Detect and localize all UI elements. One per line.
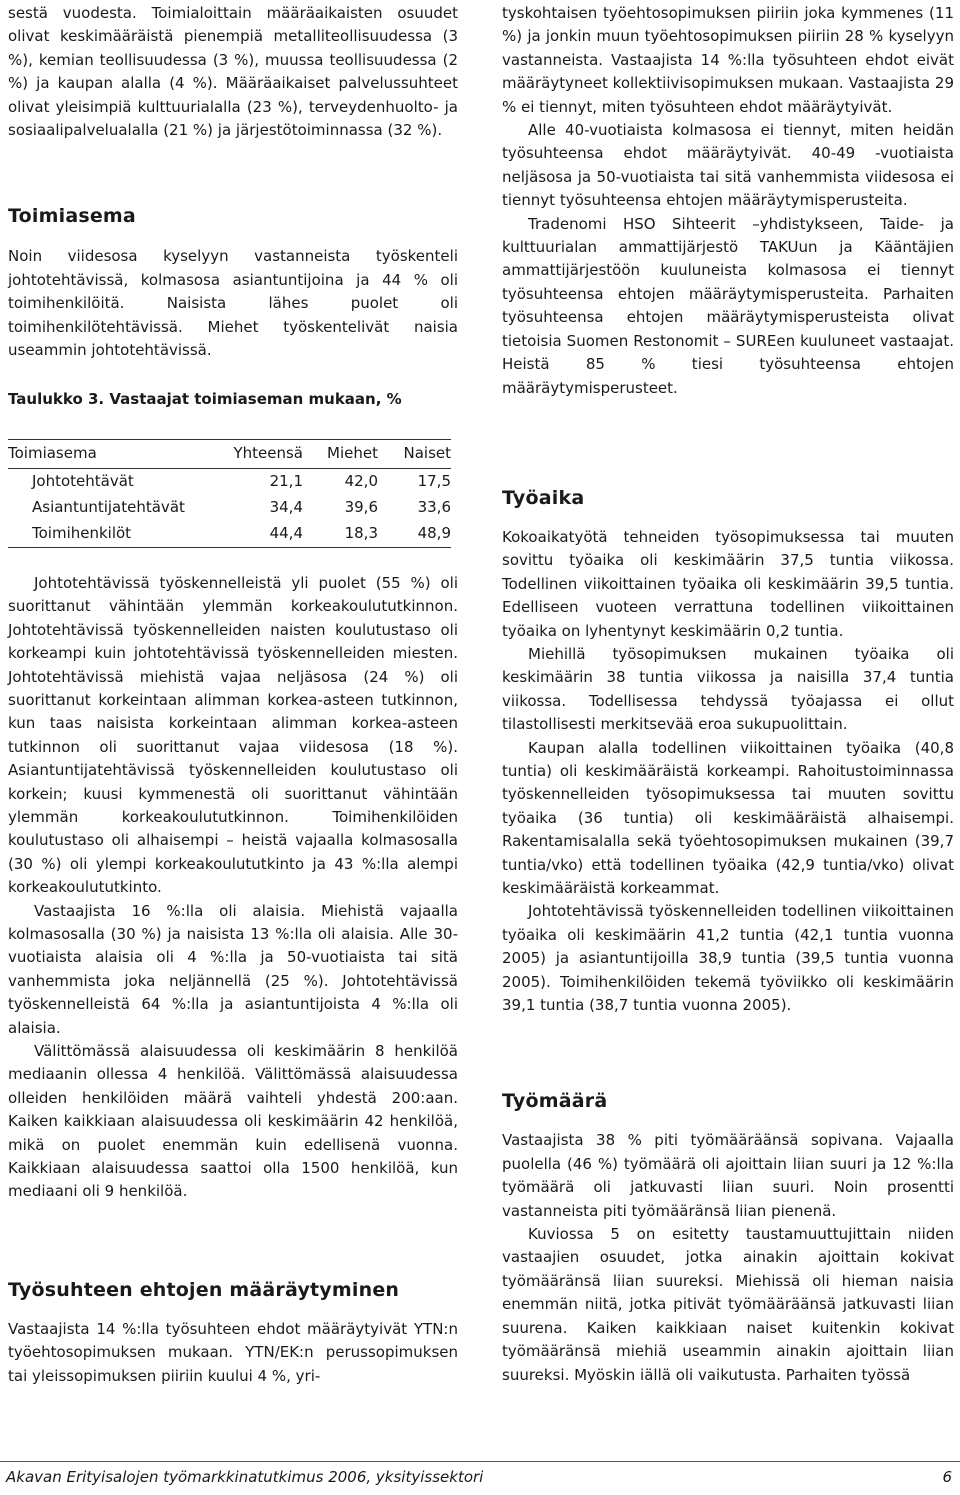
paragraph-johto: Johtotehtävissä työskennelleiden todellinen viikoittainen työaika oli keskimäärin 41,2 tuntia (42,1 tuntia vuonna 2005) ja asiantuntijoilla 38,9 tuntia (39,5 tuntia vuonna 2005). Toimihenkilöiden tekemä työviikko oli keskimäärin 39,1 tuntia (38,7 tuntia vuonna 2005).: [502, 902, 954, 1015]
table-cell: 17,5: [417, 472, 451, 491]
table-cell: Toimihenkilöt: [32, 524, 132, 543]
position-table: [8, 439, 451, 548]
heading-tyosuhde: Työsuhteen ehtojen määräytyminen: [8, 1278, 400, 1301]
table-cell: 34,4: [269, 498, 303, 517]
paragraph-alle40: Alle 40-vuotiaista kolmasosa ei tiennyt, miten heidän työsuhteensa ehdot määräytyivät. 40-49 -vuotiaista neljäsosa ja 50-vuotiaista tai sitä vanhemmista viidesosa ei tiennyt työsuhteensa ehtojen määräytymisperusteita.: [502, 121, 954, 210]
right-column: [502, 2, 954, 1387]
table-row: [8, 521, 451, 548]
paragraph-tyosuhde: Vastaajista 14 %:lla työsuhteen ehdot määräytyivät YTN:n työehtosopimuksen mukaan. YTN/EK:n perussopimuksen tai yleissopimuksen piiriin kuului 4 %, yri-: [8, 1319, 458, 1385]
table-cell: 39,6: [344, 498, 378, 517]
table-cell: 33,6: [417, 498, 451, 517]
table-cell: 44,4: [269, 524, 303, 543]
table-header-cell: Yhteensä: [233, 444, 303, 463]
toimiasema-paragraph: Noin viidesosa kyselyyn vastanneista työskenteli johtotehtävissä, kolmasosa asiantuntijoina ja 44 % oli toimihenkilöitä. Naisista lähes puolet oli toimihenkilötehtävissä. Miehet työskentelivät naisia useammin johtotehtävissä.: [8, 247, 458, 360]
paragraph-continued: tyskohtaisen työehtosopimuksen piiriin joka kymmenes (11 %) ja jonkin muun työehtosopimuksen piiriin 28 % kyselyyn vastanneista. Vastaajista 14 %:lla työsuhteen ehdot eivät määräytyneet kollektiivisopimuksen mukaan. Vastaajista 29 % ei tiennyt, miten työsuhteen ehdot määräytyivät.: [502, 4, 954, 116]
table-cell: 18,3: [344, 524, 378, 543]
paragraph-kuviossa: Kuviossa 5 on esitetty taustamuuttujittain niiden vastaajien osuudet, jotka ainakin ajoittain kokivat työmääränsä liian suureksi. Miehissä oli hieman naisia enemmän niitä, jotka pitivät työmääräänsä jatkuvasti liian suurena. Kaiken kaikkiaan naiset kuitenkin kokivat työmääränsä miehiä useammin ainakin ajoittain liian suureksi. Myöskin iällä oli vaikutusta. Parhaiten työssä: [502, 1225, 954, 1384]
left-column: [8, 2, 458, 1388]
paragraph-valittomassa: Välittömässä alaisuudessa oli keskimäärin 8 henkilöä mediaanin ollessa 4 henkilöä. Välittömässä alaisuudessa olleiden henkilöiden määrä vaihteli yhdestä 200:aan. Kaiken kaikkiaan alaisuudessa oli keskimäärin 42 henkilöä, mikä on puolet enemmän kuin edellisenä vuonna. Kaikkiaan alaisuudessa saattoi olla 1500 henkilöä, kun mediaani oli 9 henkilöä.: [8, 1042, 458, 1201]
footer-title: Akavan Erityisalojen työmarkkinatutkimus 2006, yksityissektori: [6, 1468, 484, 1486]
heading-tyomaara: Työmäärä: [502, 1090, 608, 1113]
paragraph-miehilla: Miehillä työsopimuksen mukainen työaika oli keskimäärin 38 tuntia viikossa ja naisilla 37,4 tuntia viikossa. Todellisessa tehdyssä työajassa ei ollut tilastollisesti merkitsevää eroa sukupuolittain.: [502, 644, 954, 734]
heading-tyoaika: Työaika: [502, 486, 585, 509]
paragraph-kaupan: Kaupan alalla todellinen viikoittainen työaika (40,8 tuntia) oli keskimääräistä korkeampi. Rahoitustoiminnassa työskennelleiden työsopimuksessa tai muuten sovittu työaika (36 tuntia) oli keskimääräistä alhaisempi. Rakentamisalalla sekä työehtosopimuksen mukainen (39,7 tuntia/vko) että todellinen työaika (42,9 tuntia/vko) olivat keskimääräistä korkeammat.: [502, 738, 954, 897]
table-header-cell: Miehet: [327, 444, 378, 463]
table-row: [8, 468, 451, 495]
table-header-cell: Naiset: [403, 444, 451, 463]
paragraph-tyomaara: Vastaajista 38 % piti työmääräänsä sopivana. Vajaalla puolella (46 %) työmäärä oli ajoittain liian suuri ja 12 %:lla työmäärä oli jatkuvasti liian suuri. Noin prosentti vastanneista piti työmääränsä liian pienenä.: [502, 1131, 954, 1220]
table-cell: 42,0: [344, 472, 378, 491]
heading-toimiasema: Toimiasema: [8, 205, 136, 228]
table-row: [8, 495, 451, 521]
table-title: Taulukko 3. Vastaajat toimiaseman mukaan, %: [8, 390, 402, 409]
paragraph-tyoaika: Kokoaikatyötä tehneiden työsopimuksessa tai muuten sovittu työaika oli keskimäärin 37,5 tuntia viikossa. Todellinen viikoittainen työaika oli keskimäärin 39,5 tuntia. Edelliseen vuoteen verrattuna todellinen viikoittainen työaika on lyhentynyt keskimäärin 0,2 tuntia.: [502, 527, 954, 640]
table-header-cell: Toimiasema: [8, 444, 97, 463]
table-cell: 48,9: [417, 524, 451, 543]
table-cell: Johtotehtävät: [32, 472, 134, 491]
intro-paragraph: sestä vuodesta. Toimialoittain määräaikaisten osuudet olivat keskimääräistä pienempiä metalliteollisuudessa (3 %), kemian teollisuudessa (3 %), muussa teollisuudessa (2 %) ja kaupan alalla (4 %). Määräaikaiset palvelussuhteet olivat yleisimpiä kulttuurialalla (23 %), terveydenhuolto- ja sosiaalipalvelualalla (21 %) ja järjestötoiminnassa (32 %).: [8, 4, 458, 140]
table-cell: 21,1: [269, 472, 303, 491]
page-number: 6: [942, 1468, 952, 1486]
paragraph-tradenomi: Tradenomi HSO Sihteerit –yhdistykseen, Taide- ja kulttuurialan ammattijärjestö TAKUun ja Kääntäjien ammattijärjestöön kuuluneista kolmasosa ei tiennyt työsuhteensa ehtojen määräytymisperusteita. Parhaiten työsuhteensa ehtojen määräytymisperusteista olivat tietoisia Suomen Restonomit – SUREen kuuluneet vastaajat. Heistä 85 % tiesi työsuhteensa ehtojen määräytymisperusteet.: [502, 214, 954, 397]
footer-divider: [0, 1461, 960, 1462]
table-header-row: [8, 439, 451, 468]
paragraph-alaisia: Vastaajista 16 %:lla oli alaisia. Miehistä vajaalla kolmasosalla (30 %) ja naisista 13 %:lla oli alaisia. Alle 30-vuotiaista alaisia oli 4 %:lla ja 50-vuotiaista tai sitä vanhemmista joka neljännellä (25 %). Johtotehtävissä työskennelleistä 64 %:lla ja asiantuntijoista 4 %:lla oli alaisia.: [8, 901, 458, 1037]
paragraph-after-table: Johtotehtävissä työskennelleistä yli puolet (55 %) oli suorittanut vähintään ylemmän korkeakoulututkinnon. Johtotehtävissä työskennelleiden naisten koulutustaso oli korkeampi kuin johtotehtävissä työskennelleiden miesten. Johtotehtävissä miehistä vajaa neljäsosa (24 %) oli suorittanut korkeintaan alimman korkea-asteen tutkinnon, kun taas naisista korkeintaan alimman korkea-asteen tutkinnon oli suorittanut vajaa viidesosa (18 %). Asiantuntijatehtävissä työskennelleiden koulutustaso oli korkein; kuusi kymmenestä oli suorittanut vähintään ylemmän korkeakoulututkinnon. Toimihenkilöiden koulutustaso oli alhaisempi – heistä vajaalla kolmasosalla (30 %) oli ylempi korkeakoulututkinto ja 43 %:lla alempi korkeakoulututkinto.: [8, 573, 458, 897]
table-cell: Asiantuntijatehtävät: [32, 498, 185, 517]
